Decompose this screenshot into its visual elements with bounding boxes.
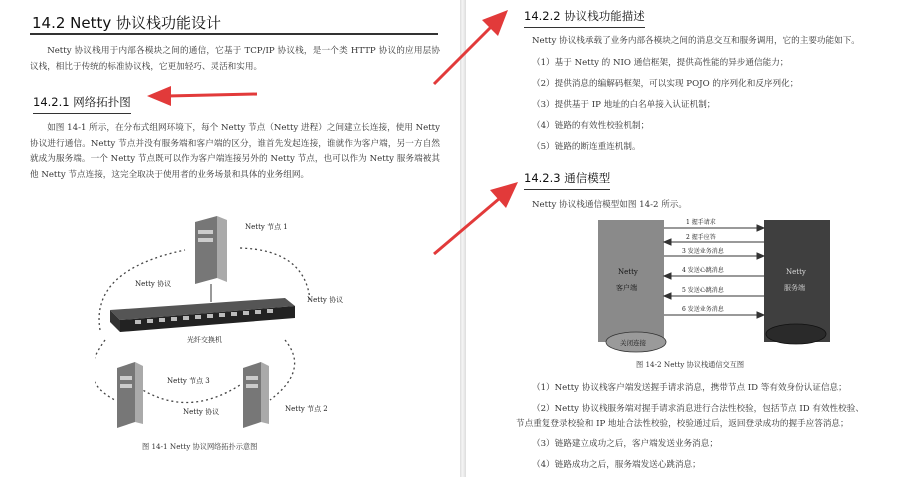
feature-item: （3）提供基于 IP 地址的白名单接入认证机制； bbox=[532, 100, 716, 110]
step-item: （2）Netty 协议栈服务端对握手请求消息进行合法性校验，包括节点 ID 有效性校验、 bbox=[532, 404, 864, 414]
subsection-title-topology: 14.2.1 网络拓扑图 bbox=[33, 94, 131, 114]
node3-server-icon bbox=[117, 362, 143, 428]
proto-label-left: Netty 协议 bbox=[135, 280, 172, 288]
proto-label-bottom: Netty 协议 bbox=[183, 408, 220, 416]
node3-label: Netty 节点 3 bbox=[167, 377, 210, 385]
comm-model-paragraph: Netty 协议栈通信模型如图 14-2 所示。 bbox=[532, 200, 687, 210]
node2-server-icon bbox=[243, 362, 269, 428]
proto-label-right: Netty 协议 bbox=[307, 296, 344, 304]
feature-item: （2）提供消息的编解码框架，可以实现 POJO 的序列化和反序列化； bbox=[532, 79, 799, 89]
msg-3: 3 发送业务消息 bbox=[682, 248, 724, 255]
red-arrow-icon bbox=[426, 178, 526, 258]
step-item: （4）链路成功之后，服务端发送心跳消息； bbox=[532, 460, 701, 470]
feature-item: （5）链路的断连重连机制。 bbox=[532, 142, 641, 152]
intro-paragraph: Netty 协议栈用于内部各模块之间的通信，它基于 TCP/IP 协议栈，是一个类 HTTP 协议的应用层协议栈，相比于传统的标准协议栈，它更加轻巧、灵活和实用。 bbox=[30, 46, 440, 72]
client-label-2: 客户端 bbox=[616, 284, 637, 292]
close-connection-label: 关闭连接 bbox=[620, 339, 646, 347]
red-arrow-icon bbox=[426, 8, 516, 88]
step-item: （3）链路建立成功之后，客户端发送业务消息； bbox=[532, 439, 718, 449]
topology-paragraph: 如图 14-1 所示，在分布式组网环境下，每个 Netty 节点（Netty 进程）之间建立长连接，使用 Netty 协议进行通信。Netty 节点并没有服务端和客户端的区分，谁首先发起连接，谁就作为客户端，另一方自然就成为服务端。一个 Netty 节点既可以作为客户端连接另外的 Netty 节点，也可以作为 Netty 服务端被其他 Netty 节点连接，这完全取决于使用者的业务场景和具体的业务组网。 bbox=[30, 123, 440, 180]
section-title: 14.2 Netty 协议栈功能设计 bbox=[32, 14, 222, 32]
msg-6: 6 发送业务消息 bbox=[682, 306, 724, 313]
feature-item: （4）链路的有效性校验机制； bbox=[532, 121, 650, 131]
link-switch-node2 bbox=[270, 340, 295, 400]
client-label-1: Netty bbox=[618, 268, 638, 276]
link-switch-node3 bbox=[95, 340, 115, 400]
close-connection-ellipse-right bbox=[766, 324, 826, 344]
server-label-2: 服务端 bbox=[784, 284, 805, 292]
node2-label: Netty 节点 2 bbox=[285, 405, 328, 413]
msg-2: 2 握手应答 bbox=[686, 234, 716, 241]
figure-14-1-caption: 图 14-1 Netty 协议网络拓扑示意图 bbox=[142, 442, 258, 451]
node1-label: Netty 节点 1 bbox=[245, 223, 288, 231]
msg-4: 4 发送心跳消息 bbox=[682, 267, 724, 274]
right-page bbox=[466, 0, 911, 477]
client-box bbox=[598, 220, 664, 342]
node1-server-icon bbox=[195, 216, 227, 284]
step-item: （1）Netty 协议栈客户端发送握手请求消息，携带节点 ID 等有效身份认证信息； bbox=[532, 383, 847, 393]
subsection-title-functions: 14.2.2 协议栈功能描述 bbox=[524, 8, 645, 28]
link-node1-node2 bbox=[240, 248, 310, 300]
link-node3-node2 bbox=[135, 385, 240, 403]
comm-model-figure bbox=[596, 212, 836, 358]
section-title-rule bbox=[30, 33, 438, 35]
switch-label: 光纤交换机 bbox=[187, 336, 222, 344]
function-desc-paragraph: Netty 协议栈承载了业务内部各模块之间的消息交互和服务调用，它的主要功能如下。 bbox=[532, 36, 860, 46]
msg-1: 1 握手请求 bbox=[686, 219, 716, 226]
figure-14-2-caption: 图 14-2 Netty 协议栈通信交互图 bbox=[636, 360, 745, 369]
msg-5: 5 发送心跳消息 bbox=[682, 287, 724, 294]
subsection-title-comm-model: 14.2.3 通信模型 bbox=[524, 170, 610, 190]
feature-item: （1）基于 Netty 的 NIO 通信框架，提供高性能的异步通信能力； bbox=[532, 58, 789, 68]
network-topology-figure bbox=[95, 210, 385, 460]
red-arrow-icon bbox=[145, 80, 260, 110]
step-item: 节点重复登录校验和 IP 地址合法性校验，校验通过后，返回登录成功的握手应答消息； bbox=[516, 419, 849, 429]
switch-icon bbox=[110, 298, 295, 332]
server-label-1: Netty bbox=[786, 268, 806, 276]
